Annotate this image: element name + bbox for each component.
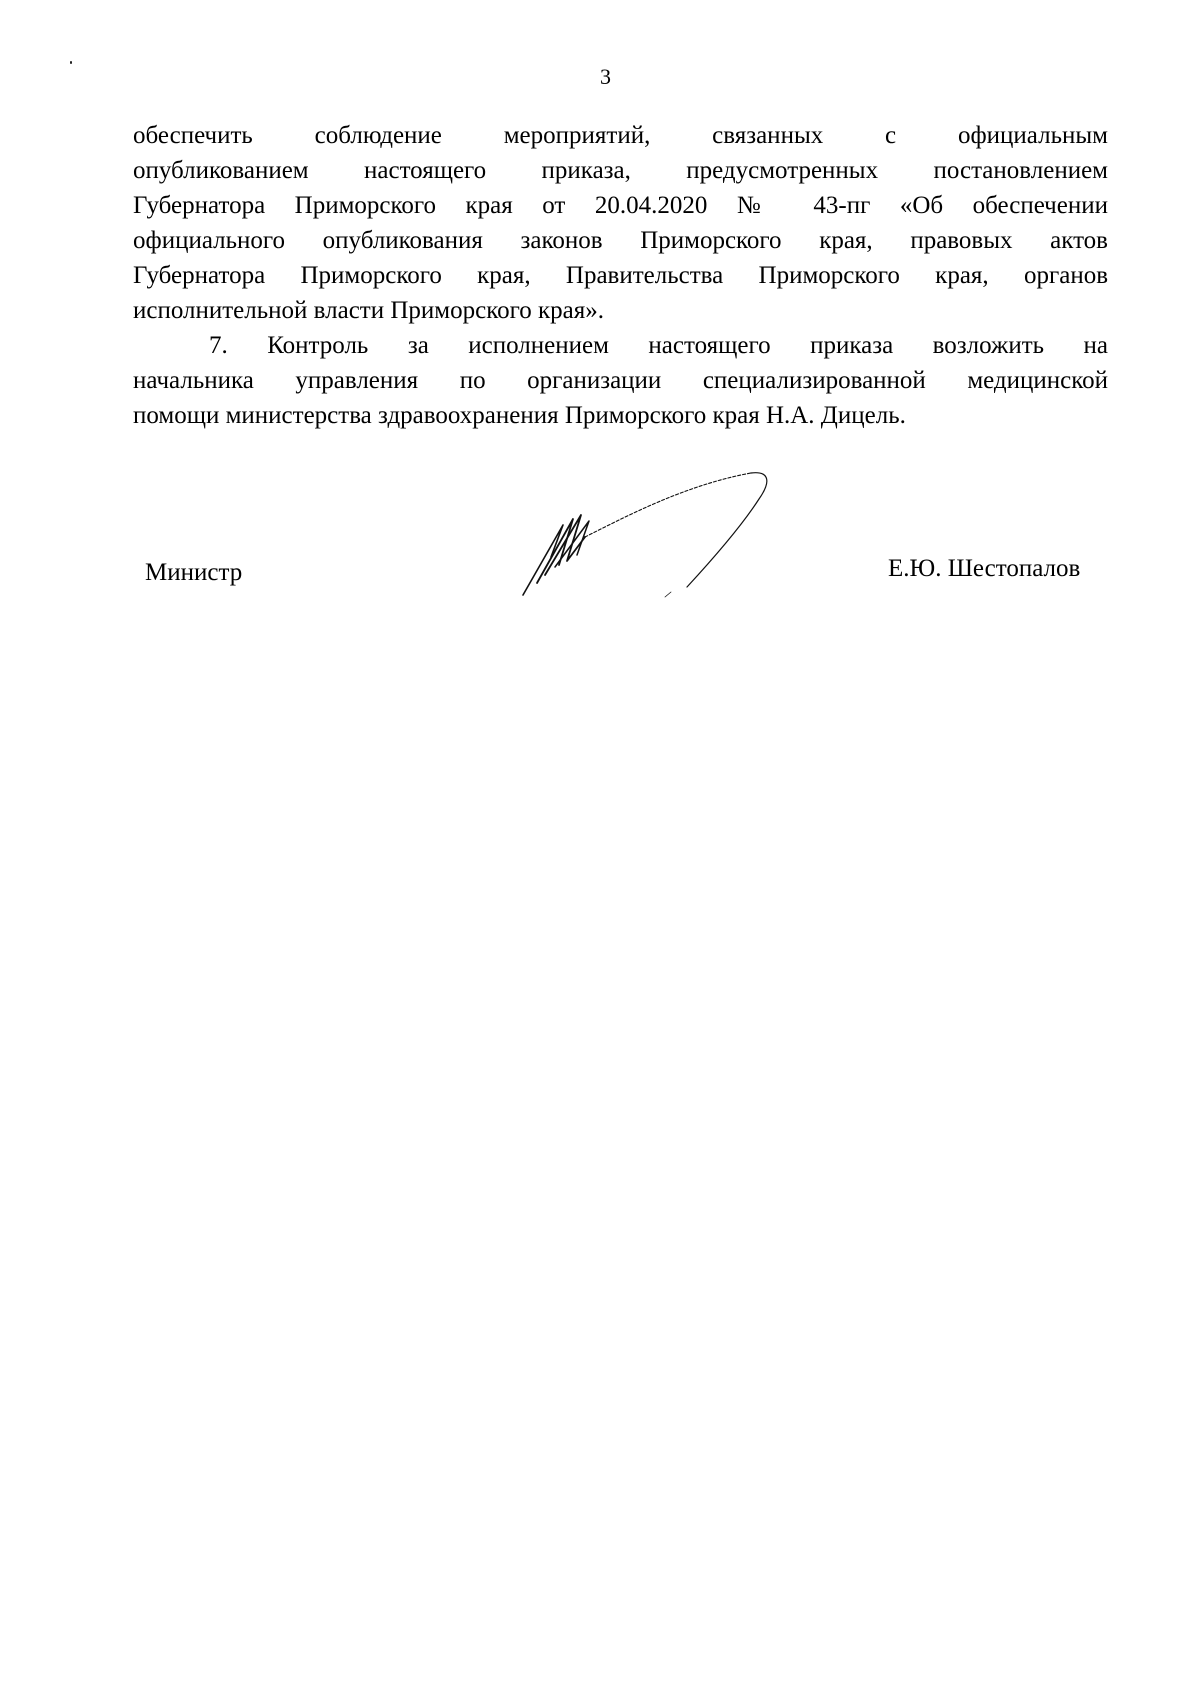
- paragraph-6-line-4: официального опубликования законов Приморского края, правовых актов: [133, 227, 1108, 254]
- signatory-name: Е.Ю. Шестопалов: [888, 555, 1081, 582]
- paragraph-6-line-3: Губернатора Приморского края от 20.04.2020 № 43-пг «Об обеспечении: [133, 192, 1108, 219]
- paragraph-6-line-6: исполнительной власти Приморского края».: [133, 297, 604, 324]
- page-number: 3: [600, 64, 611, 89]
- handwritten-signature-icon: [515, 465, 780, 600]
- paragraph-6-line-1: обеспечить соблюдение мероприятий, связанных с официальным: [133, 122, 1108, 149]
- scan-speck: [70, 61, 72, 64]
- paragraph-6-line-2: опубликованием настоящего приказа, предусмотренных постановлением: [133, 157, 1108, 184]
- paragraph-7-line-1: 7. Контроль за исполнением настоящего приказа возложить на: [209, 332, 1108, 359]
- paragraph-7-line-2: начальника управления по организации специализированной медицинской: [133, 367, 1108, 394]
- document-body: [133, 118, 1108, 433]
- paragraph-7-line-3: помощи министерства здравоохранения Приморского края Н.А. Дицель.: [133, 402, 906, 429]
- signatory-title: Министр: [145, 559, 243, 586]
- paragraph-6-line-5: Губернатора Приморского края, Правительства Приморского края, органов: [133, 262, 1108, 289]
